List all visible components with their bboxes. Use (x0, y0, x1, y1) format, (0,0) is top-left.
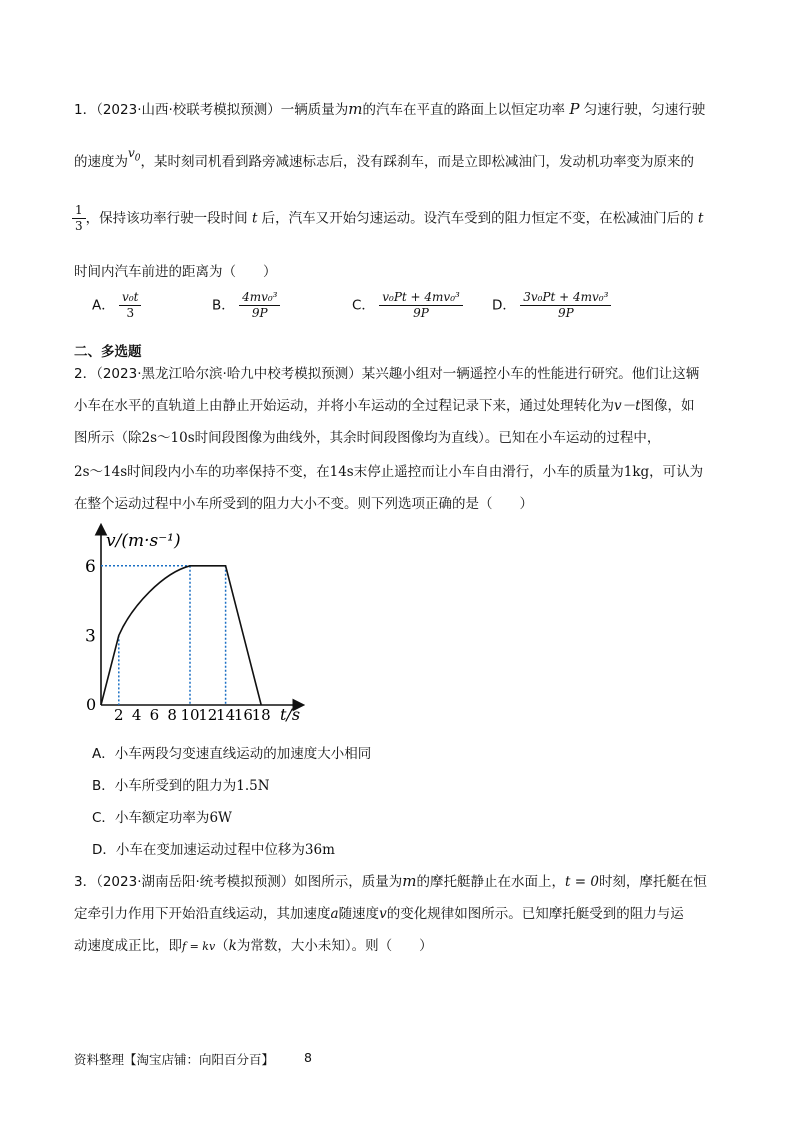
q2-option-b[interactable]: B．小车所受到的阻力为1.5N (92, 778, 270, 794)
x-tick-label: 4 (131, 706, 142, 724)
q1-line2: 的速度为$v_0$，某时刻司机看到路旁减速标志后，没有踩刹车，而是立即松减油门，发动机功率变为原来的 (74, 146, 695, 170)
q1-line1: 1．（2023·山西·校联考模拟预测）一辆质量为m的汽车在平直的路面上以恒定功率 P 匀速行驶，匀速行驶 (74, 100, 706, 118)
q2-line4: 2s～14s时间段内小车的功率保持不变，在14s末停止遥控而让小车自由滑行，小车的质量为1kg，可认为 (74, 464, 704, 480)
x-axis-label: t/s (280, 705, 301, 724)
q2-line3: 图所示（除2s～10s时间段图像为曲线外，其余时间段图像均为直线）。已知在小车运动的过程中， (74, 430, 661, 446)
x-tick-label: 12 (198, 706, 218, 724)
x-tick-label: 8 (167, 706, 177, 724)
q1-option-d[interactable]: D． $\frac{\text{3v₀Pt + 4mv₀³}}{9P}$ (492, 290, 611, 321)
velocity-time-chart (70, 520, 320, 725)
q1-line4: 时间内汽车前进的距离为（ ） (74, 264, 277, 280)
x-tick-label: 6 (149, 706, 160, 724)
origin-label: 0 (86, 695, 97, 714)
q2-line5: 在整个运动过程中小车所受到的阻力大小不变。则下列选项正确的是（ ） (74, 496, 533, 512)
q2-option-c[interactable]: C．小车额定功率为6W (92, 810, 232, 826)
q3-line3: 动速度成正比，即f = kv（k为常数，大小未知）。则（ ） (74, 938, 433, 954)
fraction-one-third: $\frac{1}{3}$ (72, 203, 86, 234)
q1-option-c[interactable]: C． $\frac{\text{v₀Pt + 4mv₀³}}{9P}$ (352, 290, 463, 321)
y-axis-label: v/(m·s⁻¹) (106, 531, 181, 551)
x-tick-label: 10 (180, 706, 200, 724)
page-number: 8 (304, 1050, 312, 1065)
x-tick-label: 18 (251, 706, 271, 724)
q2-option-a[interactable]: A．小车两段匀变速直线运动的加速度大小相同 (92, 746, 372, 762)
footer-text: 资料整理【淘宝店铺：向阳百分百】 (74, 1052, 275, 1067)
q1-line3: $\frac{1}{3}$ ，保持该功率行驶一段时间 t 后，汽车又开始匀速运动。设汽车受到的阻力恒定不变，在松减油门后的 t (72, 203, 703, 234)
q1-option-a[interactable]: A． $\frac{\text{v₀t}}{3}$ (92, 290, 141, 321)
series-line (101, 566, 261, 705)
q2-option-d[interactable]: D．小车在变加速运动过程中位移为36m (92, 842, 335, 858)
q3-line1: 3．（2023·湖南岳阳·统考模拟预测）如图所示，质量为m的摩托艇静止在水面上，t = 0时刻，摩托艇在恒 (74, 872, 707, 890)
x-tick-label: 14 (216, 706, 236, 724)
q2-line1: 2．（2023·黑龙江哈尔滨·哈九中校考模拟预测）某兴趣小组对一辆遥控小车的性能进行研究。他们让这辆 (74, 366, 700, 382)
section-heading-multiple-choice: 二、多选题 (74, 344, 142, 360)
y-tick-label: 3 (85, 626, 96, 647)
x-tick-label: 2 (114, 706, 124, 724)
q3-line2: 定牵引力作用下开始沿直线运动，其加速度a随速度v的变化规律如图所示。已知摩托艇受到的阻力与运 (74, 906, 684, 922)
y-tick-label: 6 (85, 556, 96, 577)
q1-option-b[interactable]: B． $\frac{\text{4mv₀³}}{9P}$ (212, 290, 280, 321)
x-tick-label: 16 (233, 706, 253, 724)
q2-line2: 小车在水平的直轨道上由静止开始运动，并将小车运动的全过程记录下来，通过处理转化为v－t图像，如 (74, 398, 695, 414)
